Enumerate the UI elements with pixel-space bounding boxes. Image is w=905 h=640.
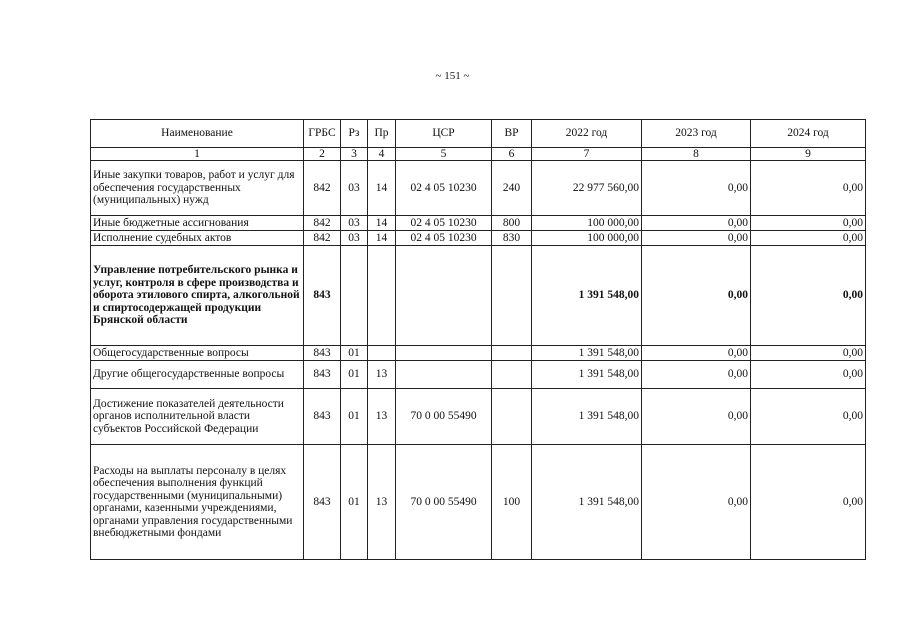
row-pr: 13 <box>368 361 396 389</box>
column-number: 8 <box>642 148 751 161</box>
header-2024: 2024 год <box>751 120 866 148</box>
table-row <box>91 346 866 361</box>
row-2024: 0,00 <box>751 361 866 389</box>
row-csr: 02 4 05 10230 <box>396 216 492 231</box>
row-name: Иные бюджетные ассигнования <box>91 216 304 231</box>
table-row <box>91 361 866 389</box>
row-vr: 100 <box>492 445 532 560</box>
row-csr <box>396 346 492 361</box>
row-name: Управление потребительского рынка и услуг, контроля в сфере производства и оборота этилового спирта, алкогольной и спиртосодержащей продукции Брянской области <box>91 246 304 346</box>
row-csr: 02 4 05 10230 <box>396 231 492 246</box>
row-2022: 1 391 548,00 <box>532 246 642 346</box>
row-grbs: 842 <box>304 216 341 231</box>
row-pr: 14 <box>368 161 396 216</box>
row-2023: 0,00 <box>642 161 751 216</box>
row-vr: 240 <box>492 161 532 216</box>
row-2024: 0,00 <box>751 445 866 560</box>
row-vr: 830 <box>492 231 532 246</box>
row-rz: 03 <box>341 216 368 231</box>
header-pr: Пр <box>368 120 396 148</box>
row-rz: 01 <box>341 346 368 361</box>
row-grbs: 843 <box>304 361 341 389</box>
header-name: Наименование <box>91 120 304 148</box>
row-grbs: 843 <box>304 346 341 361</box>
header-rz: Рз <box>341 120 368 148</box>
row-2024: 0,00 <box>751 346 866 361</box>
row-2024: 0,00 <box>751 231 866 246</box>
table-row <box>91 445 866 560</box>
row-csr <box>396 246 492 346</box>
row-pr: 13 <box>368 389 396 445</box>
row-2024: 0,00 <box>751 246 866 346</box>
row-vr <box>492 346 532 361</box>
row-grbs: 843 <box>304 445 341 560</box>
row-rz: 03 <box>341 161 368 216</box>
header-grbs: ГРБС <box>304 120 341 148</box>
table-row <box>91 161 866 216</box>
row-2024: 0,00 <box>751 161 866 216</box>
row-2023: 0,00 <box>642 246 751 346</box>
column-number: 4 <box>368 148 396 161</box>
row-vr <box>492 361 532 389</box>
row-csr: 02 4 05 10230 <box>396 161 492 216</box>
row-pr <box>368 246 396 346</box>
row-vr <box>492 389 532 445</box>
row-2022: 22 977 560,00 <box>532 161 642 216</box>
row-name: Исполнение судебных актов <box>91 231 304 246</box>
header-2022: 2022 год <box>532 120 642 148</box>
row-2023: 0,00 <box>642 346 751 361</box>
table-row <box>91 389 866 445</box>
row-name: Иные закупки товаров, работ и услуг для обеспечения государственных (муниципальных) нужд <box>91 161 304 216</box>
column-number: 3 <box>341 148 368 161</box>
row-name: Расходы на выплаты персоналу в целях обеспечения выполнения функций государственными (муниципальными) органами, казенными учреждениями, органами управления государственными внебюджетными фондами <box>91 445 304 560</box>
row-rz: 01 <box>341 445 368 560</box>
column-number: 9 <box>751 148 866 161</box>
row-pr: 14 <box>368 216 396 231</box>
row-name: Другие общегосударственные вопросы <box>91 361 304 389</box>
row-2024: 0,00 <box>751 389 866 445</box>
row-vr: 800 <box>492 216 532 231</box>
row-2023: 0,00 <box>642 361 751 389</box>
column-number: 7 <box>532 148 642 161</box>
column-number: 5 <box>396 148 492 161</box>
header-2023: 2023 год <box>642 120 751 148</box>
row-2022: 100 000,00 <box>532 231 642 246</box>
table-row <box>91 246 866 346</box>
row-csr <box>396 361 492 389</box>
row-grbs: 843 <box>304 389 341 445</box>
row-2024: 0,00 <box>751 216 866 231</box>
row-2022: 1 391 548,00 <box>532 361 642 389</box>
row-2022: 100 000,00 <box>532 216 642 231</box>
row-name: Достижение показателей деятельности органов исполнительной власти субъектов Российской Федерации <box>91 389 304 445</box>
column-number: 2 <box>304 148 341 161</box>
page-number: ~ 151 ~ <box>435 70 470 82</box>
row-2023: 0,00 <box>642 231 751 246</box>
row-csr: 70 0 00 55490 <box>396 389 492 445</box>
header-row <box>91 120 866 148</box>
row-csr: 70 0 00 55490 <box>396 445 492 560</box>
row-pr: 14 <box>368 231 396 246</box>
row-rz: 01 <box>341 361 368 389</box>
row-2023: 0,00 <box>642 445 751 560</box>
row-pr: 13 <box>368 445 396 560</box>
row-grbs: 843 <box>304 246 341 346</box>
column-number-row <box>91 148 866 161</box>
row-2022: 1 391 548,00 <box>532 389 642 445</box>
header-vr: ВР <box>492 120 532 148</box>
row-rz: 03 <box>341 231 368 246</box>
row-name: Общегосударственные вопросы <box>91 346 304 361</box>
row-grbs: 842 <box>304 161 341 216</box>
row-vr <box>492 246 532 346</box>
table-row <box>91 216 866 231</box>
row-pr <box>368 346 396 361</box>
row-2023: 0,00 <box>642 216 751 231</box>
budget-table <box>90 119 866 560</box>
row-grbs: 842 <box>304 231 341 246</box>
row-2022: 1 391 548,00 <box>532 445 642 560</box>
row-2022: 1 391 548,00 <box>532 346 642 361</box>
row-rz <box>341 246 368 346</box>
row-2023: 0,00 <box>642 389 751 445</box>
column-number: 6 <box>492 148 532 161</box>
header-csr: ЦСР <box>396 120 492 148</box>
table-row <box>91 231 866 246</box>
row-rz: 01 <box>341 389 368 445</box>
column-number: 1 <box>91 148 304 161</box>
